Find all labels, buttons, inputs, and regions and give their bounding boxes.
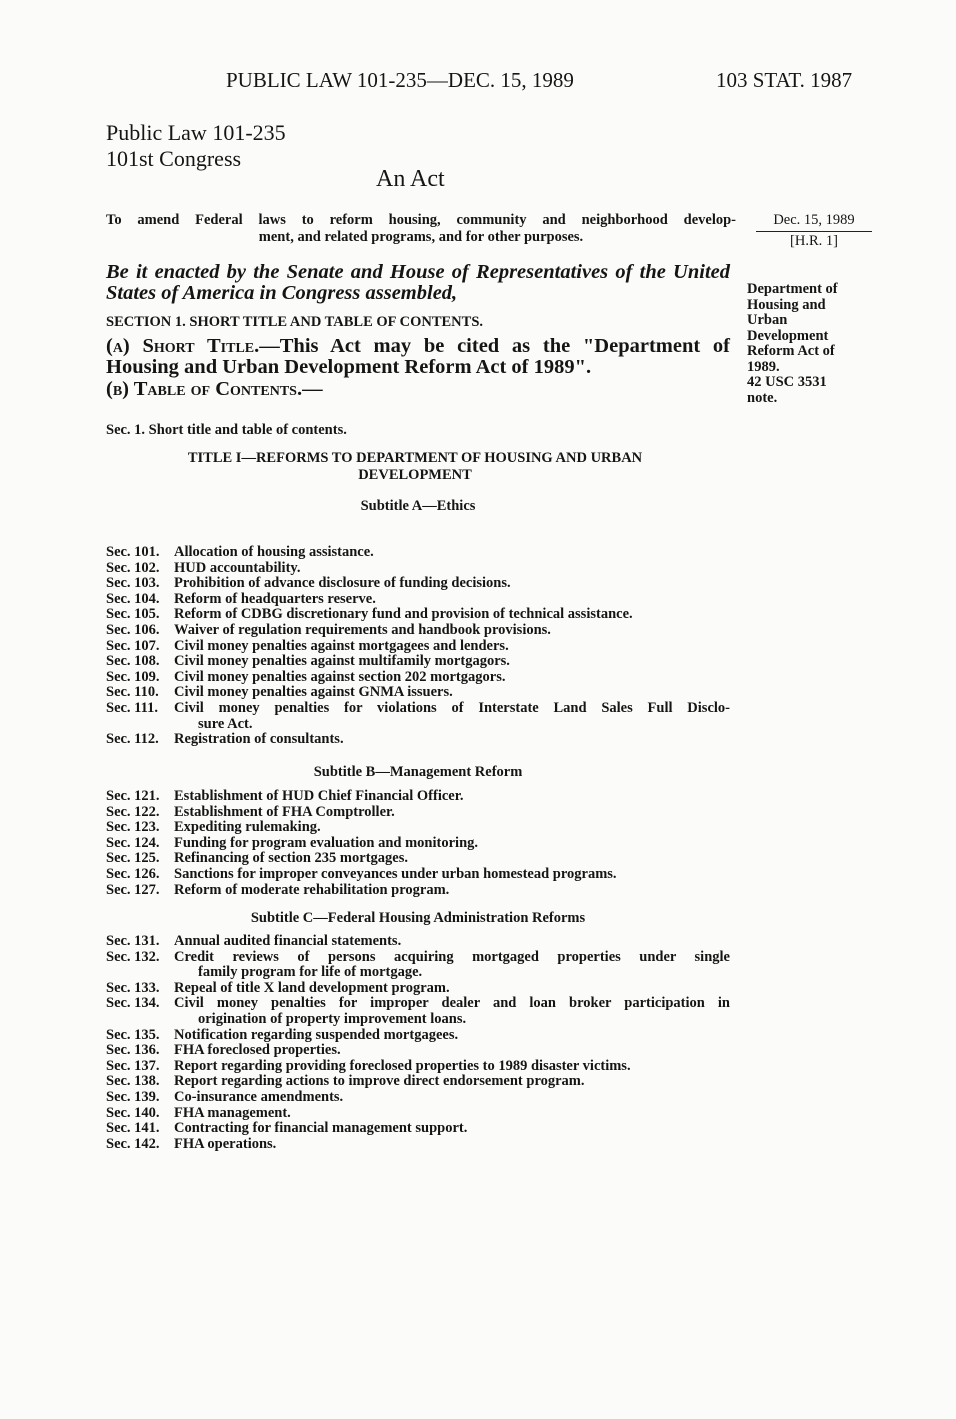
act-heading: An Act bbox=[376, 166, 445, 192]
toc-label-text: (b) Table of Contents. bbox=[106, 378, 303, 400]
toc-entry-title: Notification regarding suspended mortgagees. bbox=[174, 1026, 459, 1043]
toc-label bbox=[106, 378, 323, 401]
toc-entry bbox=[106, 996, 730, 1027]
toc-entry-text bbox=[174, 789, 730, 805]
toc-entry-label: Sec. 125. bbox=[106, 850, 160, 867]
toc-entry-text bbox=[174, 1090, 730, 1106]
toc-entry bbox=[106, 545, 730, 561]
margin-date: Dec. 15, 1989 bbox=[756, 212, 872, 232]
toc-entry-text bbox=[174, 1074, 730, 1090]
toc-entry bbox=[106, 867, 730, 883]
toc-entry-text bbox=[174, 1106, 730, 1122]
toc-entry-text bbox=[174, 1043, 730, 1059]
toc-entry-label: Sec. 105. bbox=[106, 606, 160, 623]
short-title-paragraph bbox=[106, 336, 730, 378]
toc-entry-text bbox=[174, 639, 730, 655]
short-title-label: (a) Short Title. bbox=[106, 335, 260, 357]
toc-entry bbox=[106, 851, 730, 867]
toc-entry bbox=[106, 561, 730, 577]
toc-entry bbox=[106, 1137, 730, 1153]
purpose-statement bbox=[106, 212, 736, 246]
public-law-number: Public Law 101-235 bbox=[106, 120, 286, 145]
toc-entry-label: Sec. 104. bbox=[106, 590, 160, 607]
toc-entry-text bbox=[174, 607, 730, 623]
toc-entry-label: Sec. 124. bbox=[106, 834, 160, 851]
toc-entry-label: Sec. 140. bbox=[106, 1104, 160, 1121]
toc-entry-label: Sec. 101. bbox=[106, 544, 160, 560]
toc-entry-continuation: family program for life of mortgage. bbox=[198, 964, 423, 981]
toc-entry-title: Expediting rulemaking. bbox=[174, 819, 321, 836]
toc-entry bbox=[106, 607, 730, 623]
short-title-text: —This Act may be cited as the "Department of Housing and Urban Development Reform Act of 1989". bbox=[106, 335, 730, 378]
toc-first-entry: Sec. 1. Short title and table of contents. bbox=[106, 422, 347, 438]
toc-entry-text bbox=[174, 1059, 730, 1075]
toc-entry-text bbox=[174, 670, 730, 686]
toc-entry bbox=[106, 623, 730, 639]
toc-entry-label: Sec. 108. bbox=[106, 653, 160, 670]
toc-entry-title: Co-insurance amendments. bbox=[174, 1088, 344, 1105]
purpose-line-1: To amend Federal laws to reform housing, community and neighborhood develop- bbox=[106, 212, 736, 228]
enacting-clause: Be it enacted by the Senate and House of Representatives of the United States of America in Congress assembled, bbox=[106, 261, 730, 304]
toc-entry bbox=[106, 1043, 730, 1059]
margin-note-line: 42 USC 3531 bbox=[747, 374, 827, 390]
subtitle-c-list bbox=[106, 934, 730, 1152]
margin-note-line: 1989. bbox=[747, 358, 780, 375]
toc-entry-text bbox=[174, 701, 730, 732]
toc-entry bbox=[106, 805, 730, 821]
toc-entry-title: Credit reviews of persons acquiring mortgaged properties under single bbox=[174, 948, 730, 965]
toc-entry-text bbox=[174, 851, 730, 867]
toc-entry-text bbox=[174, 934, 730, 950]
toc-entry-label: Sec. 134. bbox=[106, 995, 160, 1012]
toc-entry-text bbox=[174, 867, 730, 883]
toc-entry-label: Sec. 121. bbox=[106, 788, 160, 804]
subtitle-b-list bbox=[106, 789, 730, 898]
toc-entry-text bbox=[174, 1028, 730, 1044]
toc-entry bbox=[106, 1059, 730, 1075]
toc-entry-title: Establishment of FHA Comptroller. bbox=[174, 803, 395, 820]
toc-entry-title: FHA operations. bbox=[174, 1135, 277, 1152]
toc-entry bbox=[106, 1106, 730, 1122]
subtitle-a-list bbox=[106, 545, 730, 748]
toc-entry-text bbox=[174, 685, 730, 701]
toc-entry-label: Sec. 141. bbox=[106, 1120, 160, 1137]
running-header-title: PUBLIC LAW 101-235—DEC. 15, 1989 bbox=[226, 68, 574, 92]
toc-entry-text bbox=[174, 805, 730, 821]
toc-entry-title: Civil money penalties against mortgagees and lenders. bbox=[174, 637, 509, 654]
toc-entry-title: Repeal of title X land development program. bbox=[174, 979, 450, 996]
toc-entry bbox=[106, 1028, 730, 1044]
toc-entry-continuation: sure Act. bbox=[198, 715, 253, 732]
toc-entry-label: Sec. 138. bbox=[106, 1073, 160, 1090]
toc-entry bbox=[106, 950, 730, 981]
congress-number: 101st Congress bbox=[106, 146, 242, 171]
toc-entry-text bbox=[174, 981, 730, 997]
toc-entry bbox=[106, 654, 730, 670]
toc-entry-title: Civil money penalties against section 202 mortgagors. bbox=[174, 668, 506, 685]
subtitle-a-heading: Subtitle A—Ethics bbox=[360, 498, 476, 514]
toc-entry-text bbox=[174, 1137, 730, 1153]
purpose-line-2: ment, and related programs, and for other purposes. bbox=[258, 229, 584, 245]
toc-entry-title: Civil money penalties against GNMA issuers. bbox=[174, 684, 453, 701]
toc-entry-title: Reform of moderate rehabilitation program. bbox=[174, 881, 450, 898]
margin-bill-number: [H.R. 1] bbox=[790, 233, 838, 249]
toc-entry-title: Reform of headquarters reserve. bbox=[174, 590, 376, 607]
toc-entry bbox=[106, 670, 730, 686]
toc-entry-title: Reform of CDBG discretionary fund and provision of technical assistance. bbox=[174, 606, 633, 623]
toc-entry-title: Report regarding providing foreclosed properties to 1989 disaster victims. bbox=[174, 1057, 631, 1074]
toc-entry bbox=[106, 1074, 730, 1090]
toc-entry-text bbox=[174, 820, 730, 836]
toc-entry-label: Sec. 122. bbox=[106, 803, 160, 820]
toc-entry bbox=[106, 934, 730, 950]
title-1-heading: TITLE I—REFORMS TO DEPARTMENT OF HOUSING AND URBAN DEVELOPMENT bbox=[187, 450, 643, 483]
toc-entry-label: Sec. 127. bbox=[106, 881, 160, 898]
toc-entry-label: Sec. 112. bbox=[106, 731, 159, 748]
toc-entry bbox=[106, 789, 730, 805]
toc-entry-label: Sec. 131. bbox=[106, 933, 160, 949]
toc-entry-text bbox=[174, 623, 730, 639]
toc-entry-title: Civil money penalties for violations of Interstate Land Sales Full Disclo- bbox=[174, 699, 730, 716]
margin-note-line: note. bbox=[747, 389, 778, 406]
toc-entry bbox=[106, 592, 730, 608]
section-1-heading: SECTION 1. SHORT TITLE AND TABLE OF CONTENTS. bbox=[106, 314, 484, 330]
toc-entry-title: FHA management. bbox=[174, 1104, 291, 1121]
toc-entry-text bbox=[174, 732, 730, 748]
toc-entry-title: Civil money penalties against multifamily mortgagors. bbox=[174, 653, 510, 670]
toc-entry bbox=[106, 1090, 730, 1106]
toc-entry-title: Annual audited financial statements. bbox=[174, 933, 402, 949]
toc-entry-title: Waiver of regulation requirements and handbook provisions. bbox=[174, 621, 551, 638]
toc-entry-label: Sec. 126. bbox=[106, 865, 160, 882]
toc-entry-text bbox=[174, 561, 730, 577]
toc-entry-title: Prohibition of advance disclosure of funding decisions. bbox=[174, 575, 511, 592]
toc-entry-title: Contracting for financial management support. bbox=[174, 1120, 468, 1137]
toc-entry bbox=[106, 685, 730, 701]
toc-entry-text bbox=[174, 883, 730, 899]
subtitle-b-heading: Subtitle B—Management Reform bbox=[313, 764, 523, 780]
toc-entry-title: Allocation of housing assistance. bbox=[174, 544, 374, 560]
toc-entry-title: HUD accountability. bbox=[174, 559, 301, 576]
toc-entry-title: Report regarding actions to improve direct endorsement program. bbox=[174, 1073, 585, 1090]
toc-entry-text bbox=[174, 950, 730, 981]
toc-entry-text bbox=[174, 592, 730, 608]
toc-entry-title: Civil money penalties for improper dealer and loan broker participation in bbox=[174, 995, 730, 1012]
toc-entry-label: Sec. 110. bbox=[106, 684, 159, 701]
toc-entry bbox=[106, 639, 730, 655]
toc-entry bbox=[106, 883, 730, 899]
toc-entry bbox=[106, 1121, 730, 1137]
margin-note bbox=[747, 282, 877, 406]
toc-entry-label: Sec. 135. bbox=[106, 1026, 160, 1043]
toc-entry-title: Registration of consultants. bbox=[174, 731, 344, 748]
toc-entry-label: Sec. 102. bbox=[106, 559, 160, 576]
margin-note-line: Department of bbox=[747, 281, 838, 297]
toc-entry bbox=[106, 836, 730, 852]
toc-entry-text bbox=[174, 996, 730, 1027]
toc-entry-label: Sec. 123. bbox=[106, 819, 160, 836]
toc-entry-text bbox=[174, 654, 730, 670]
toc-label-dash: — bbox=[302, 378, 323, 400]
toc-entry-label: Sec. 111. bbox=[106, 699, 158, 716]
margin-note-line: Reform Act of bbox=[747, 343, 835, 359]
toc-entry-title: Establishment of HUD Chief Financial Officer. bbox=[174, 788, 464, 804]
margin-note-line: Urban bbox=[747, 312, 788, 328]
toc-entry bbox=[106, 981, 730, 997]
toc-entry-text bbox=[174, 545, 730, 561]
statute-page-number: 103 STAT. 1987 bbox=[716, 68, 853, 92]
toc-entry-label: Sec. 142. bbox=[106, 1135, 160, 1152]
toc-entry-title: FHA foreclosed properties. bbox=[174, 1042, 341, 1059]
toc-entry-label: Sec. 107. bbox=[106, 637, 160, 654]
toc-entry-title: Funding for program evaluation and monitoring. bbox=[174, 834, 479, 851]
toc-entry-label: Sec. 132. bbox=[106, 948, 160, 965]
toc-entry-label: Sec. 133. bbox=[106, 979, 160, 996]
toc-entry-label: Sec. 109. bbox=[106, 668, 160, 685]
subtitle-c-heading: Subtitle C—Federal Housing Administration Reforms bbox=[250, 910, 586, 926]
toc-entry bbox=[106, 701, 730, 732]
toc-entry-label: Sec. 103. bbox=[106, 575, 160, 592]
toc-entry bbox=[106, 820, 730, 836]
toc-entry-title: Refinancing of section 235 mortgages. bbox=[174, 850, 408, 867]
toc-entry-label: Sec. 137. bbox=[106, 1057, 160, 1074]
toc-entry-label: Sec. 106. bbox=[106, 621, 160, 638]
toc-entry-continuation: origination of property improvement loans. bbox=[198, 1010, 467, 1027]
margin-note-line: Development bbox=[747, 327, 829, 344]
toc-entry-label: Sec. 136. bbox=[106, 1042, 160, 1059]
toc-entry-text bbox=[174, 576, 730, 592]
toc-entry bbox=[106, 576, 730, 592]
toc-entry-text bbox=[174, 836, 730, 852]
toc-entry-title: Sanctions for improper conveyances under urban homestead programs. bbox=[174, 865, 617, 882]
toc-entry bbox=[106, 732, 730, 748]
toc-entry-label: Sec. 139. bbox=[106, 1088, 160, 1105]
margin-note-line: Housing and bbox=[747, 296, 826, 313]
toc-entry-text bbox=[174, 1121, 730, 1137]
